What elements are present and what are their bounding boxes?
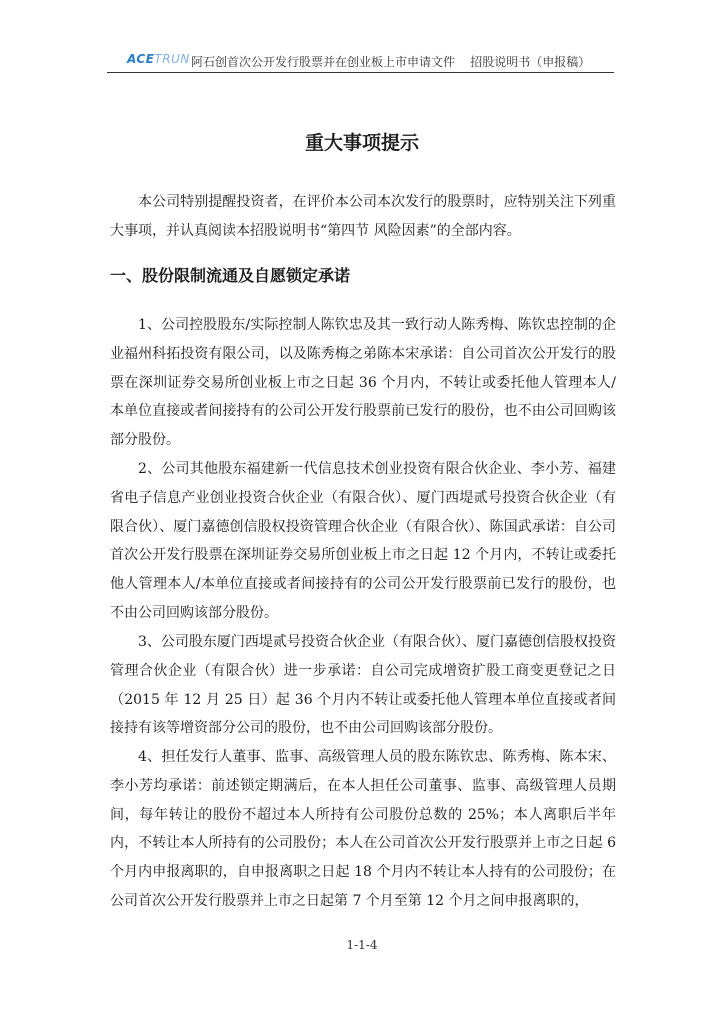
header-text: 阿石创首次公开发行股票并在创业板上市申请文件 招股说明书（申报稿）: [191, 55, 591, 69]
section-heading: 一、股份限制流通及自愿锁定承诺: [110, 266, 351, 285]
paragraph-3: 3、公司股东厦门西堤贰号投资合伙企业（有限合伙）、厦门嘉德创信股权投资管理合伙企业（有限合伙）进一步承诺：自公司完成增资扩股工商变更登记之日（2015 年 12 月 25 日）起 36 个月内不转让或委托他人管理本单位直接或者间接持有该等增资部分公司的股份，也不由公司回购该部分股份。: [110, 634, 616, 737]
intro-paragraph: 本公司特别提醒投资者，在评价本公司本次发行的股票时，应特别关注下列重大事项，并认真阅读本招股说明书“第四节 风险因素”的全部内容。: [110, 194, 616, 239]
logo-tail: TRUN: [154, 52, 190, 66]
paragraph-4: 4、担任发行人董事、监事、高级管理人员的股东陈钦忠、陈秀梅、陈本宋、李小芳均承诺：前述锁定期满后，在本人担任公司董事、监事、高级管理人员期间，每年转让的股份不超过本人所持有公司股份总数的 25%；本人离职后半年内，不转让本人所持有的公司股份；本人在公司首次公开发行股票并上市之日起 6 个月内申报离职的，自申报离职之日起 18 个月内不转让本人持有的公司股份；在公司首次公开发行股票并上市之日起第 7 个月至第 12 个月之间申报离职的，: [110, 749, 616, 909]
logo-main: ACE: [127, 52, 155, 66]
paragraph-2: 2、公司其他股东福建新一代信息技术创业投资有限合伙企业、李小芳、福建省电子信息产业创业投资合伙企业（有限合伙）、厦门西堤贰号投资合伙企业（有限合伙）、厦门嘉德创信股权投资管理合伙企业（有限合伙）、陈国武承诺：自公司首次公开发行股票在深圳证券交易所创业板上市之日起 12 个月内，不转让或委托他人管理本人/本单位直接或者间接持有的公司公开发行股票前已发行的股份，也不由公司回购该部分股份。: [110, 461, 616, 621]
page-number: 1-1-4: [346, 938, 378, 952]
page-title: 重大事项提示: [304, 132, 419, 154]
page-header: [107, 50, 614, 73]
acetron-logo: [127, 52, 190, 66]
paragraph-1: 1、公司控股股东/实际控制人陈钦忠及其一致行动人陈秀梅、陈钦忠控制的企业福州科拓投资有限公司，以及陈秀梅之弟陈本宋承诺：自公司首次公开发行的股票在深圳证券交易所创业板上市之日起 36 个月内，不转让或委托他人管理本人/本单位直接或者间接持有的公司公开发行股票前已发行的股份，也不由公司回购该部分股份。: [110, 317, 616, 449]
